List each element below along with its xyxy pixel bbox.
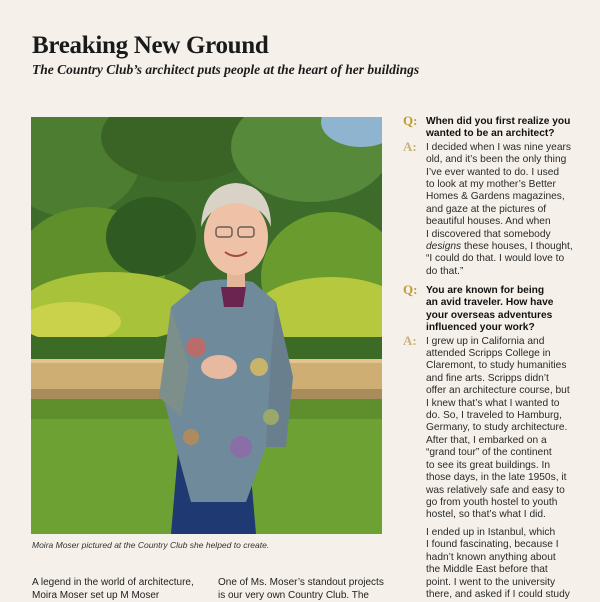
answer-line: After that, I embarked on a: [426, 434, 547, 446]
answer-line-rest: these houses, I thought,: [461, 241, 573, 253]
answer-line: do. So, I traveled to Hamburg,: [426, 410, 562, 422]
body-column-2: [218, 576, 383, 602]
answer-line: hadn’t known anything about: [426, 551, 556, 563]
answer-line: go from youth hostel to youth: [426, 496, 558, 508]
answer-line: Claremont, to study humanities: [426, 360, 567, 372]
answer-line: [426, 241, 583, 253]
answer-1: [403, 138, 583, 278]
answer-line: I’ve ever wanted to do. I used: [426, 166, 560, 178]
answer-line: I found fascinating, because I: [426, 539, 559, 551]
question-line: influenced your work?: [426, 322, 535, 334]
answer-2-continued: [403, 527, 583, 601]
question-line: wanted to be an architect?: [426, 128, 555, 140]
question-line: You are known for being: [426, 285, 545, 296]
answer-line: do that.”: [426, 265, 464, 277]
body-line: is our very own Country Club. The: [218, 590, 369, 601]
answer-line: old, and it’s been the only thing: [426, 154, 567, 166]
answer-line: point. I went to the university: [426, 576, 556, 588]
answer-line: was relatively safe and easy to: [426, 484, 565, 496]
answer-mark-label: A:: [403, 332, 417, 348]
body-line: Moira Moser set up M Moser: [32, 590, 160, 601]
answer-line: “grand tour” of the continent: [426, 447, 552, 459]
question-mark-label: Q:: [403, 282, 418, 297]
photo-caption: Moira Moser pictured at the Country Club she helped to create.: [32, 540, 270, 550]
answer-line: those days, in the late 1950s, it: [426, 472, 567, 484]
answer-line: Germany, to study architecture.: [426, 422, 568, 434]
answer-line: “I could do that. I would love to: [426, 253, 565, 265]
answer-line: the Middle East before that: [426, 564, 548, 576]
question-mark-label: Q:: [403, 113, 418, 128]
qa-block-3: [403, 527, 583, 601]
body-line: A legend in the world of architecture,: [32, 577, 194, 588]
answer-line: hostel, so that’s what I did.: [426, 509, 546, 521]
question-1: [403, 113, 583, 141]
answer-line: beautiful houses. And when: [426, 216, 551, 228]
answer-mark-label: A:: [403, 138, 417, 154]
answer-line: I discovered that somebody: [426, 228, 551, 240]
question-line: When did you first realize you: [426, 116, 571, 127]
answer-line: attended Scripps College in: [426, 348, 551, 360]
answer-line: there, and asked if I could study: [426, 589, 570, 601]
answer-line: and fine arts. Scripps didn’t: [426, 372, 549, 384]
body-column-1: [32, 576, 197, 602]
question-line: an avid traveler. How have: [426, 297, 554, 309]
question-line: your overseas adventures: [426, 309, 553, 321]
qa-block-1: [403, 113, 583, 278]
answer-line: I decided when I was nine years: [426, 141, 571, 153]
answer-line: I grew up in California and: [426, 335, 545, 347]
question-2: [403, 282, 583, 335]
answer-line: offer an architecture course, but: [426, 385, 570, 397]
portrait-photo: [31, 117, 382, 534]
answer-line: to see its great buildings. In: [426, 459, 551, 471]
answer-2: [403, 332, 583, 522]
article-title: Breaking New Ground: [32, 32, 269, 59]
emphasis-designs: designs: [426, 241, 462, 253]
answer-line: I knew that’s what I wanted to: [426, 397, 560, 409]
answer-line: I ended up in Istanbul, which: [426, 527, 556, 538]
answer-line: and gaze at the pictures of: [426, 203, 547, 215]
answer-line: Homes & Gardens magazines,: [426, 191, 565, 203]
answer-line: to look at my mother’s Better: [426, 179, 556, 191]
qa-block-2: [403, 282, 583, 522]
article-subtitle: The Country Club’s architect puts people at the heart of her buildings: [32, 62, 420, 77]
body-line: One of Ms. Moser’s standout projects: [218, 577, 384, 588]
